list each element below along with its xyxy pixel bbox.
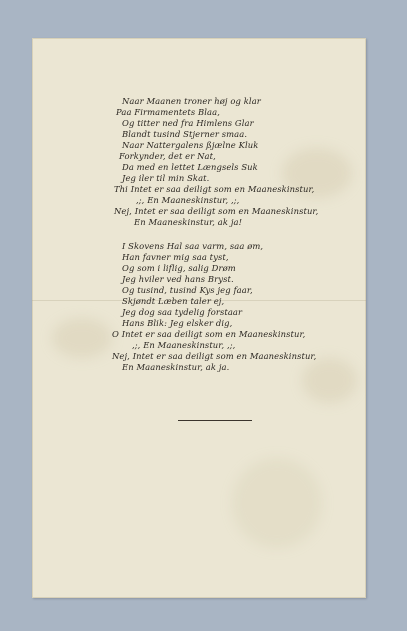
poem-line: Blandt tusind Stjerner smaa. bbox=[122, 129, 248, 139]
poem-line: En Maaneskinstur, ak ja! bbox=[134, 217, 243, 227]
poem-line: En Maaneskinstur, ak ja. bbox=[122, 362, 230, 372]
poem-line: Jeg dog saa tydelig forstaar bbox=[122, 307, 243, 317]
poem-line: ,;, En Maaneskinstur, ,;, bbox=[136, 195, 240, 205]
poem-line: Skjøndt Læben taler ej, bbox=[122, 296, 225, 306]
poem-line: Jeg hviler ved hans Bryst. bbox=[122, 274, 234, 284]
paper-stain bbox=[52, 318, 112, 358]
poem-line: Og titter ned fra Himlens Glar bbox=[122, 118, 254, 128]
poem-line: Nej, Intet er saa deiligt som en Maaneskinstur, bbox=[112, 351, 317, 361]
poem-line: Paa Firmamentets Blaa, bbox=[116, 107, 220, 117]
poem-line: Han favner mig saa tyst, bbox=[122, 252, 229, 262]
poem-line: Naar Nattergalens ßjælne Kluk bbox=[122, 140, 259, 150]
poem-line: Da med en lettet Længsels Suk bbox=[122, 162, 258, 172]
poem-line: ,;, En Maaneskinstur, ,;, bbox=[132, 340, 236, 350]
poem-line: I Skovens Hal saa varm, saa øm, bbox=[122, 241, 264, 251]
poem-line: O Intet er saa deiligt som en Maaneskinstur, bbox=[112, 329, 306, 339]
poem-line: Forkynder, det er Nat, bbox=[119, 151, 216, 161]
poem-line: Naar Maanen troner høj og klar bbox=[122, 96, 261, 106]
paper-sheet bbox=[32, 38, 366, 598]
poem-line: Hans Blik: Jeg elsker dig, bbox=[122, 318, 233, 328]
poem-line: Og tusind, tusind Kys jeg faar, bbox=[122, 285, 253, 295]
poem-line: Nej, Intet er saa deiligt som en Maaneskinstur, bbox=[114, 206, 319, 216]
poem-line: Jeg iler til min Skat. bbox=[122, 173, 210, 183]
decorative-rule bbox=[178, 420, 252, 421]
poem-line: Thi Intet er saa deiligt som en Maaneskinstur, bbox=[114, 184, 315, 194]
paper-stain bbox=[302, 358, 357, 403]
poem-line: Og som i liflig, salig Drøm bbox=[122, 263, 236, 273]
paper-stain bbox=[232, 458, 322, 548]
